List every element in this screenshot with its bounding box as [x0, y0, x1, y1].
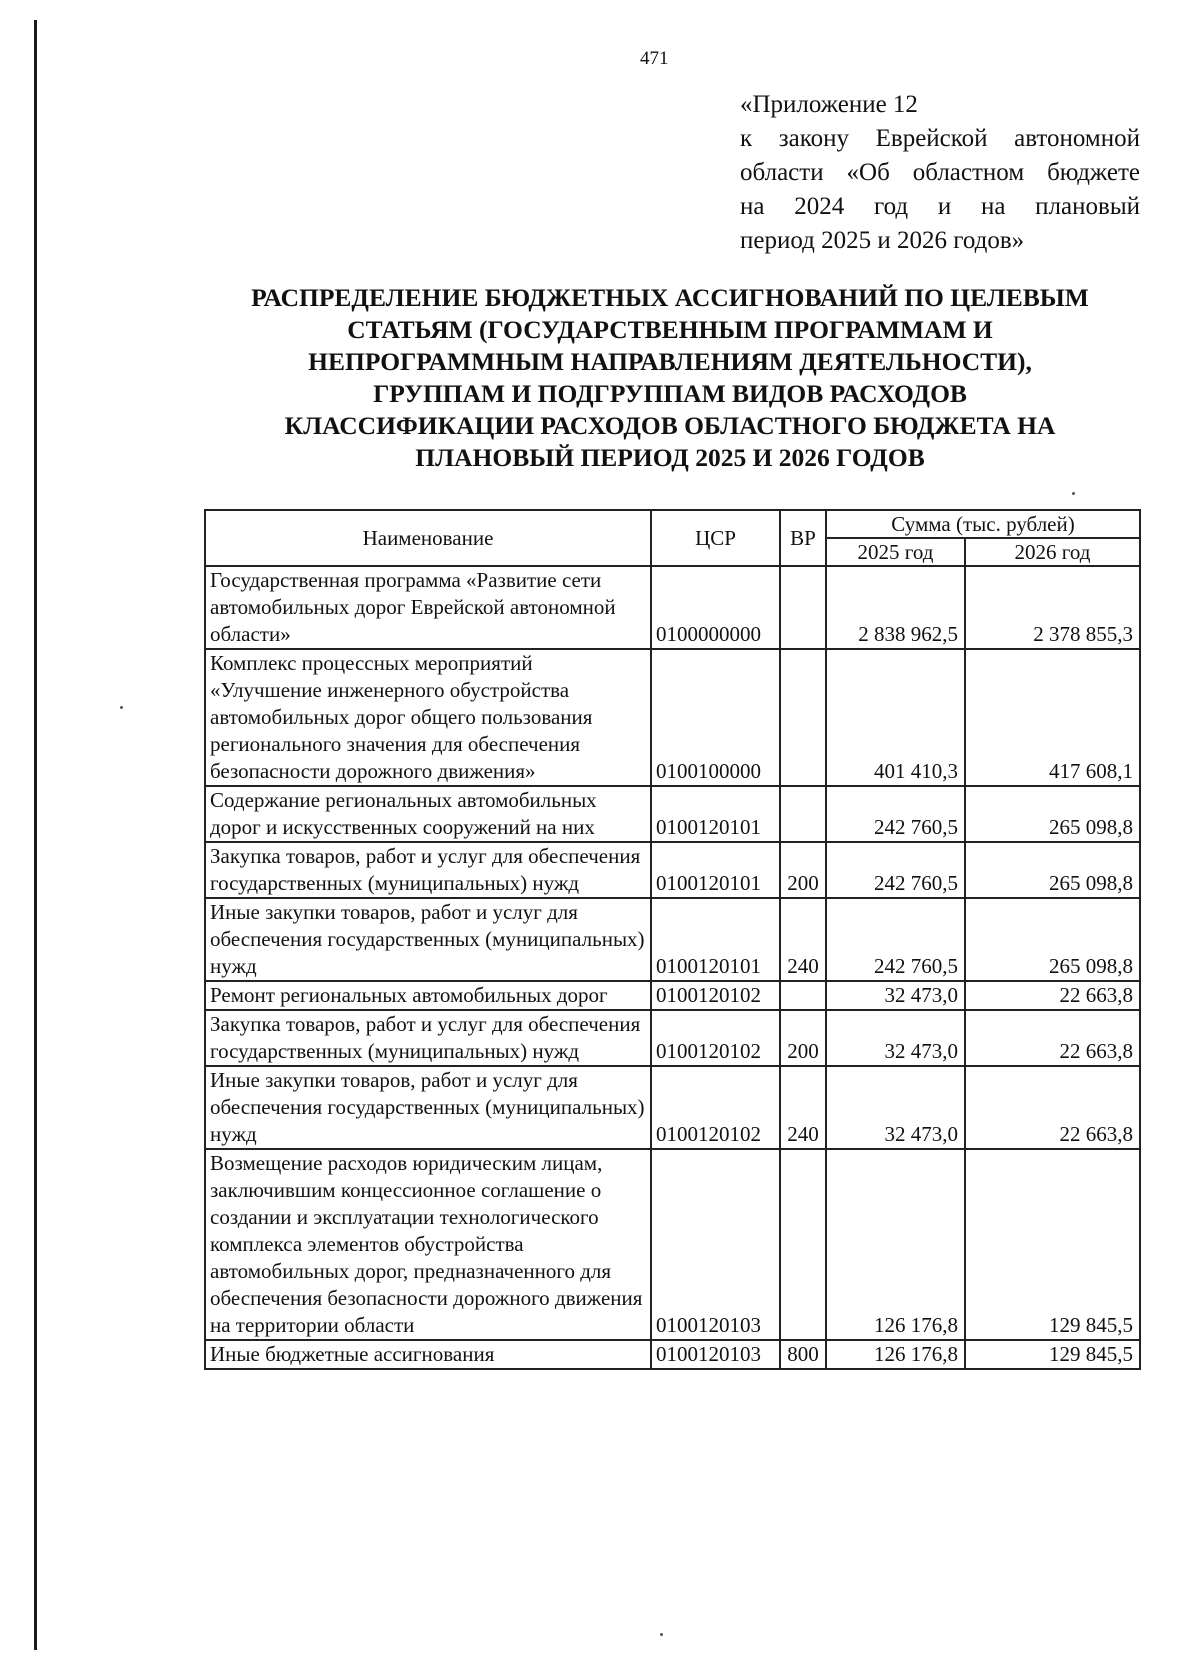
- appendix-line: на 2024 год и на плановый: [740, 193, 1140, 220]
- table-row: [205, 981, 1140, 1010]
- cell-csr: 0100120101: [651, 842, 780, 898]
- cell-2025: 2 838 962,5: [826, 566, 965, 649]
- cell-csr: 0100120101: [651, 898, 780, 981]
- cell-vr: 240: [780, 898, 826, 981]
- appendix-line: период 2025 и 2026 годов»: [740, 227, 1025, 254]
- scan-speck: [120, 706, 123, 709]
- cell-vr: [780, 566, 826, 649]
- title-line: СТАТЬЯМ (ГОСУДАРСТВЕННЫМ ПРОГРАММАМ И: [347, 315, 993, 344]
- cell-name: Иные бюджетные ассигнования: [205, 1340, 651, 1369]
- document-title: [200, 282, 1140, 474]
- cell-2025: 126 176,8: [826, 1149, 965, 1340]
- title-line: ГРУППАМ И ПОДГРУППАМ ВИДОВ РАСХОДОВ: [373, 379, 967, 408]
- cell-vr: 200: [780, 1010, 826, 1066]
- cell-vr: [780, 1149, 826, 1340]
- cell-2026: 129 845,5: [965, 1149, 1140, 1340]
- cell-vr: [780, 649, 826, 786]
- header-vr: ВР: [780, 510, 826, 566]
- cell-2026: 417 608,1: [965, 649, 1140, 786]
- cell-2025: 126 176,8: [826, 1340, 965, 1369]
- cell-vr: [780, 981, 826, 1010]
- cell-name: Содержание региональных автомобильных дорог и искусственных сооружений на них: [205, 786, 651, 842]
- title-line: ПЛАНОВЫЙ ПЕРИОД 2025 И 2026 ГОДОВ: [415, 443, 925, 472]
- cell-name: Закупка товаров, работ и услуг для обеспечения государственных (муниципальных) нужд: [205, 1010, 651, 1066]
- cell-2025: 401 410,3: [826, 649, 965, 786]
- cell-vr: [780, 786, 826, 842]
- cell-2025: 242 760,5: [826, 898, 965, 981]
- table-row: [205, 1066, 1140, 1149]
- table-row: [205, 649, 1140, 786]
- page-number: 471: [640, 48, 669, 69]
- cell-csr: 0100120103: [651, 1340, 780, 1369]
- cell-2025: 242 760,5: [826, 786, 965, 842]
- appendix-line: к закону Еврейской автономной: [740, 125, 1140, 152]
- header-2025: 2025 год: [826, 538, 965, 566]
- table-row: [205, 566, 1140, 649]
- cell-2026: 129 845,5: [965, 1340, 1140, 1369]
- scan-margin-line: [34, 20, 37, 1650]
- cell-2025: 242 760,5: [826, 842, 965, 898]
- table-header-row: [205, 510, 1140, 538]
- cell-csr: 0100100000: [651, 649, 780, 786]
- title-line: РАСПРЕДЕЛЕНИЕ БЮДЖЕТНЫХ АССИГНОВАНИЙ ПО ЦЕЛЕВЫМ: [251, 283, 1089, 312]
- cell-2025: 32 473,0: [826, 981, 965, 1010]
- cell-csr: 0100120102: [651, 1010, 780, 1066]
- cell-2025: 32 473,0: [826, 1066, 965, 1149]
- cell-csr: 0100120102: [651, 1066, 780, 1149]
- cell-2026: 22 663,8: [965, 1010, 1140, 1066]
- table-row: [205, 1340, 1140, 1369]
- scan-speck: [660, 1633, 663, 1636]
- cell-name: Комплекс процессных мероприятий «Улучшение инженерного обустройства автомобильных дорог общего пользования регионального значения для обеспечения безопасности дорожного движения»: [205, 649, 651, 786]
- appendix-line: «Приложение 12: [740, 91, 918, 118]
- cell-2025: 32 473,0: [826, 1010, 965, 1066]
- cell-name: Иные закупки товаров, работ и услуг для обеспечения государственных (муниципальных) нужд: [205, 1066, 651, 1149]
- cell-name: Возмещение расходов юридическим лицам, заключившим концессионное соглашение о создании и эксплуатации технологического комплекса элементов обустройства автомобильных дорог, предназначенного для обеспечения безопасности дорожного движения на территории области: [205, 1149, 651, 1340]
- cell-2026: 22 663,8: [965, 981, 1140, 1010]
- title-line: КЛАССИФИКАЦИИ РАСХОДОВ ОБЛАСТНОГО БЮДЖЕТА НА: [284, 411, 1056, 440]
- header-2026: 2026 год: [965, 538, 1140, 566]
- header-csr: ЦСР: [651, 510, 780, 566]
- cell-2026: 22 663,8: [965, 1066, 1140, 1149]
- table-row: [205, 898, 1140, 981]
- table-row: [205, 786, 1140, 842]
- scan-speck: [1072, 492, 1075, 495]
- cell-name: Государственная программа «Развитие сети автомобильных дорог Еврейской автономной области»: [205, 566, 651, 649]
- cell-name: Иные закупки товаров, работ и услуг для обеспечения государственных (муниципальных) нужд: [205, 898, 651, 981]
- cell-2026: 265 098,8: [965, 786, 1140, 842]
- cell-csr: 0100120102: [651, 981, 780, 1010]
- header-sum: Сумма (тыс. рублей): [826, 510, 1140, 538]
- cell-name: Закупка товаров, работ и услуг для обеспечения государственных (муниципальных) нужд: [205, 842, 651, 898]
- cell-2026: 265 098,8: [965, 898, 1140, 981]
- table-row: [205, 1149, 1140, 1340]
- cell-vr: 200: [780, 842, 826, 898]
- appendix-reference: [740, 88, 1140, 258]
- appendix-line: области «Об областном бюджете: [740, 159, 1140, 186]
- cell-name: Ремонт региональных автомобильных дорог: [205, 981, 651, 1010]
- cell-csr: 0100120101: [651, 786, 780, 842]
- table-row: [205, 842, 1140, 898]
- header-name: Наименование: [205, 510, 651, 566]
- cell-csr: 0100120103: [651, 1149, 780, 1340]
- table-row: [205, 1010, 1140, 1066]
- cell-2026: 2 378 855,3: [965, 566, 1140, 649]
- cell-2026: 265 098,8: [965, 842, 1140, 898]
- cell-vr: 800: [780, 1340, 826, 1369]
- cell-vr: 240: [780, 1066, 826, 1149]
- cell-csr: 0100000000: [651, 566, 780, 649]
- budget-table: [204, 509, 1141, 1370]
- title-line: НЕПРОГРАММНЫМ НАПРАВЛЕНИЯМ ДЕЯТЕЛЬНОСТИ),: [308, 347, 1032, 376]
